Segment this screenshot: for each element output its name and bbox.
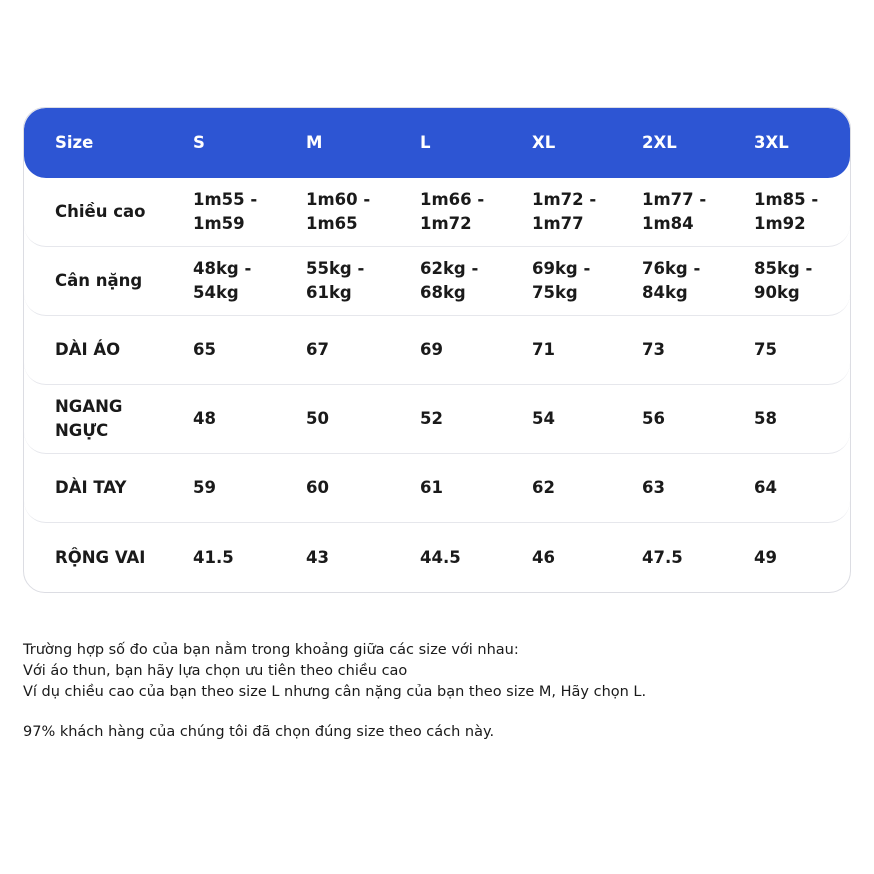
table-cell: 41.5 (193, 548, 234, 567)
header-cell-s: S (193, 133, 205, 152)
table-cell: 85kg - 90kg (754, 259, 813, 302)
table-row-chest (24, 385, 850, 454)
table-cell: 48kg - 54kg (193, 259, 252, 302)
table-cell: 1m72 - 1m77 (532, 190, 597, 233)
row-label: Chiều cao (55, 202, 146, 221)
table-cell: 60 (306, 478, 329, 497)
table-cell: 52 (420, 409, 443, 428)
table-cell: 1m55 - 1m59 (193, 190, 258, 233)
table-cell: 61 (420, 478, 443, 497)
note-line: 97% khách hàng của chúng tôi đã chọn đúng size theo cách này. (23, 724, 495, 740)
table-cell: 46 (532, 548, 555, 567)
row-label: NGANG NGỰC (55, 397, 123, 440)
table-row-length (24, 316, 850, 385)
row-label: DÀI TAY (55, 478, 127, 497)
table-cell: 69kg - 75kg (532, 259, 591, 302)
table-row-height (24, 178, 850, 247)
size-chart-table (23, 107, 851, 593)
header-cell-xl: XL (532, 133, 556, 152)
table-cell: 49 (754, 548, 777, 567)
table-cell: 71 (532, 340, 555, 359)
header-cell-m: M (306, 133, 323, 152)
table-cell: 55kg - 61kg (306, 259, 365, 302)
row-label: RỘNG VAI (55, 548, 146, 567)
row-label: DÀI ÁO (55, 340, 121, 359)
table-cell: 63 (642, 478, 665, 497)
table-cell: 1m66 - 1m72 (420, 190, 485, 233)
table-cell: 1m60 - 1m65 (306, 190, 371, 233)
table-header-row (24, 108, 850, 178)
header-cell-2xl: 2XL (642, 133, 677, 152)
table-cell: 58 (754, 409, 777, 428)
table-cell: 69 (420, 340, 443, 359)
header-cell-3xl: 3XL (754, 133, 789, 152)
note-line: Với áo thun, bạn hãy lựa chọn ưu tiên theo chiều cao (23, 663, 408, 679)
note-line: Ví dụ chiều cao của bạn theo size L nhưng cân nặng của bạn theo size M, Hãy chọn L. (23, 684, 647, 700)
table-cell: 76kg - 84kg (642, 259, 701, 302)
table-cell: 43 (306, 548, 329, 567)
table-cell: 48 (193, 409, 216, 428)
table-cell: 1m77 - 1m84 (642, 190, 707, 233)
table-cell: 73 (642, 340, 665, 359)
table-cell: 56 (642, 409, 665, 428)
row-label: Cân nặng (55, 271, 143, 290)
table-cell: 1m85 - 1m92 (754, 190, 819, 233)
table-cell: 50 (306, 409, 329, 428)
table-cell: 44.5 (420, 548, 461, 567)
table-cell: 54 (532, 409, 555, 428)
table-cell: 64 (754, 478, 777, 497)
header-cell-l: L (420, 133, 431, 152)
table-row-sleeve (24, 454, 850, 523)
table-cell: 62 (532, 478, 555, 497)
table-cell: 47.5 (642, 548, 683, 567)
table-row-shoulder (24, 523, 850, 593)
table-cell: 67 (306, 340, 329, 359)
table-cell: 65 (193, 340, 216, 359)
table-cell: 75 (754, 340, 777, 359)
table-cell: 62kg - 68kg (420, 259, 479, 302)
note-line: Trường hợp số đo của bạn nằm trong khoảng giữa các size với nhau: (23, 642, 519, 658)
table-cell: 59 (193, 478, 216, 497)
table-row-weight (24, 247, 850, 316)
header-cell-size: Size (55, 133, 94, 152)
size-advice-note (23, 640, 843, 743)
